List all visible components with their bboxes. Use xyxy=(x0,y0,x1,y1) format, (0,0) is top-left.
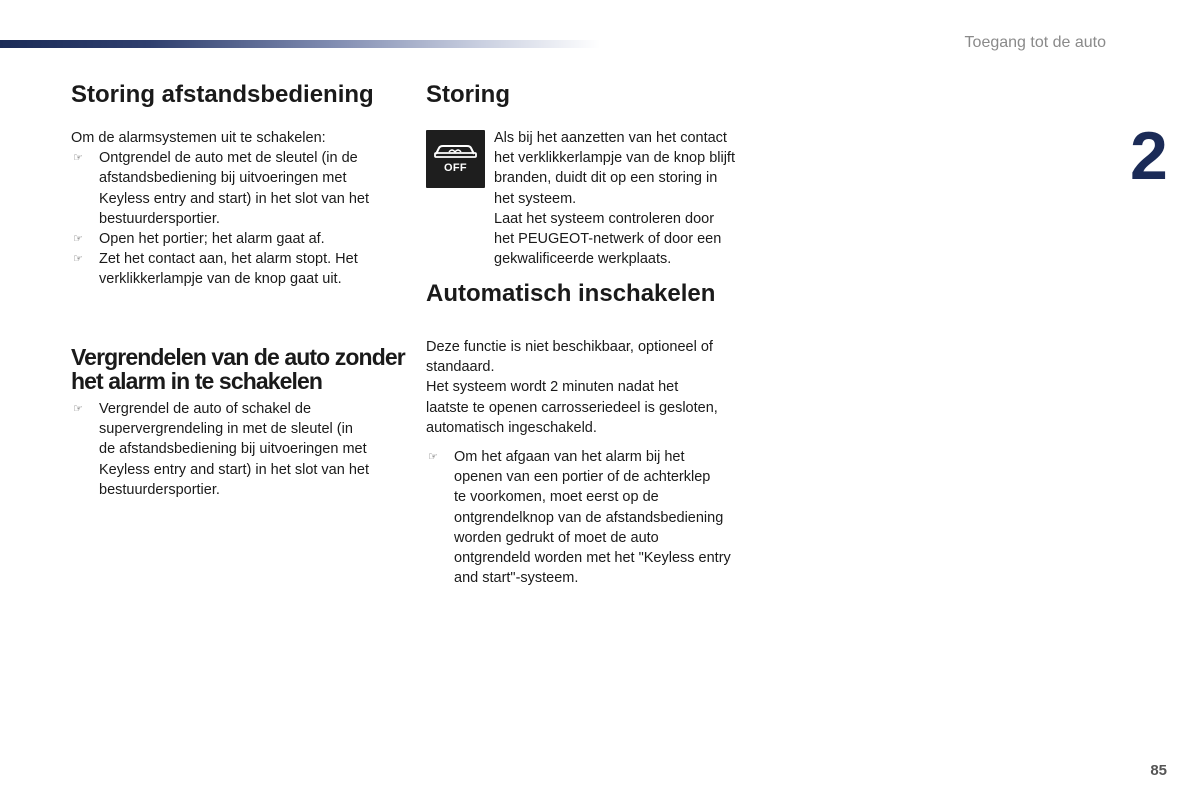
car-alarm-icon xyxy=(430,140,481,160)
list-item-line: supervergrendeling in met de sleutel (in xyxy=(99,421,353,438)
text-line: het PEUGEOT-netwerk of door een xyxy=(494,231,722,248)
list-item-line: and start"-systeem. xyxy=(454,570,579,587)
page-number: 85 xyxy=(1150,762,1167,779)
alarm-off-warning-icon xyxy=(426,130,485,188)
text-line: automatisch ingeschakeld. xyxy=(426,419,597,436)
icon-off-label: OFF xyxy=(444,162,467,174)
list-item-line: Open het portier; het alarm gaat af. xyxy=(99,231,325,248)
lock-without-alarm-body xyxy=(71,399,401,500)
list-item xyxy=(71,229,401,249)
header-gradient-bar xyxy=(0,40,600,48)
text-line: Laat het systeem controleren door xyxy=(494,210,715,227)
section-title-lock-without-alarm xyxy=(71,345,405,393)
section-title-line: Vergrendelen van de auto zonder xyxy=(71,344,405,370)
list-item xyxy=(426,447,766,588)
list-item-line: bestuurdersportier. xyxy=(99,481,220,498)
remote-failure-intro: Om de alarmsystemen uit te schakelen: xyxy=(71,130,326,146)
text-line: het systeem. xyxy=(494,190,577,207)
list-item-line: de afstandsbediening bij uitvoeringen met xyxy=(99,441,367,458)
text-line: Het systeem wordt 2 minuten nadat het xyxy=(426,379,679,396)
list-item-line: afstandsbediening bij uitvoeringen met xyxy=(99,170,347,187)
text-line: branden, duidt dit op een storing in xyxy=(494,170,718,187)
text-line: gekwalificeerde werkplaats. xyxy=(494,251,672,268)
list-item-line: worden gedrukt of moet de auto xyxy=(454,529,659,546)
hand-pointer-icon: ☞ xyxy=(73,233,83,246)
text-line: laatste te openen carrosseriedeel is gesloten, xyxy=(426,399,718,416)
section-title-line: het alarm in te schakelen xyxy=(71,368,323,394)
list-item-line: Keyless entry and start) in het slot van het xyxy=(99,461,369,478)
list-item-line: Zet het contact aan, het alarm stopt. Het xyxy=(99,251,358,268)
list-item-line: bestuurdersportier. xyxy=(99,210,220,227)
list-item-line: te voorkomen, moet eerst op de xyxy=(454,489,659,506)
text-line: Deze functie is niet beschikbaar, optioneel of xyxy=(426,339,713,355)
list-item-line: ontgrendelknop van de afstandsbediening xyxy=(454,509,724,526)
hand-pointer-icon: ☞ xyxy=(428,451,438,463)
list-item-line: openen van een portier of de achterklep xyxy=(454,469,711,486)
auto-activation-paragraph xyxy=(426,337,766,438)
list-item-line: Keyless entry and start) in het slot van het xyxy=(99,190,369,207)
chapter-number: 2 xyxy=(1130,118,1168,194)
list-item-line: Vergrendel de auto of schakel de xyxy=(99,401,312,417)
list-item-line: verklikkerlampje van de knop gaat uit. xyxy=(99,271,342,288)
list-item xyxy=(71,148,401,229)
section-title-auto-activation: Automatisch inschakelen xyxy=(426,280,716,307)
hand-pointer-icon: ☞ xyxy=(73,403,83,415)
section-title-failure: Storing xyxy=(426,81,510,108)
list-item xyxy=(71,399,401,500)
list-item-line: Om het afgaan van het alarm bij het xyxy=(454,449,685,465)
section-title-remote-failure: Storing afstandsbediening xyxy=(71,81,374,108)
hand-pointer-icon: ☞ xyxy=(73,152,83,165)
list-item xyxy=(71,249,401,289)
auto-activation-bullets xyxy=(426,447,766,588)
list-item-line: ontgrendeld worden met het "Keyless entry xyxy=(454,550,731,567)
text-line: standaard. xyxy=(426,359,495,376)
hand-pointer-icon: ☞ xyxy=(73,253,83,266)
failure-body xyxy=(494,128,764,269)
list-item-line: Ontgrendel de auto met de sleutel (in de xyxy=(99,150,358,167)
text-line: Als bij het aanzetten van het contact xyxy=(494,130,727,146)
remote-failure-body xyxy=(71,128,401,290)
text-line: het verklikkerlampje van de knop blijft xyxy=(494,150,735,167)
chapter-title: Toegang tot de auto xyxy=(964,34,1106,51)
